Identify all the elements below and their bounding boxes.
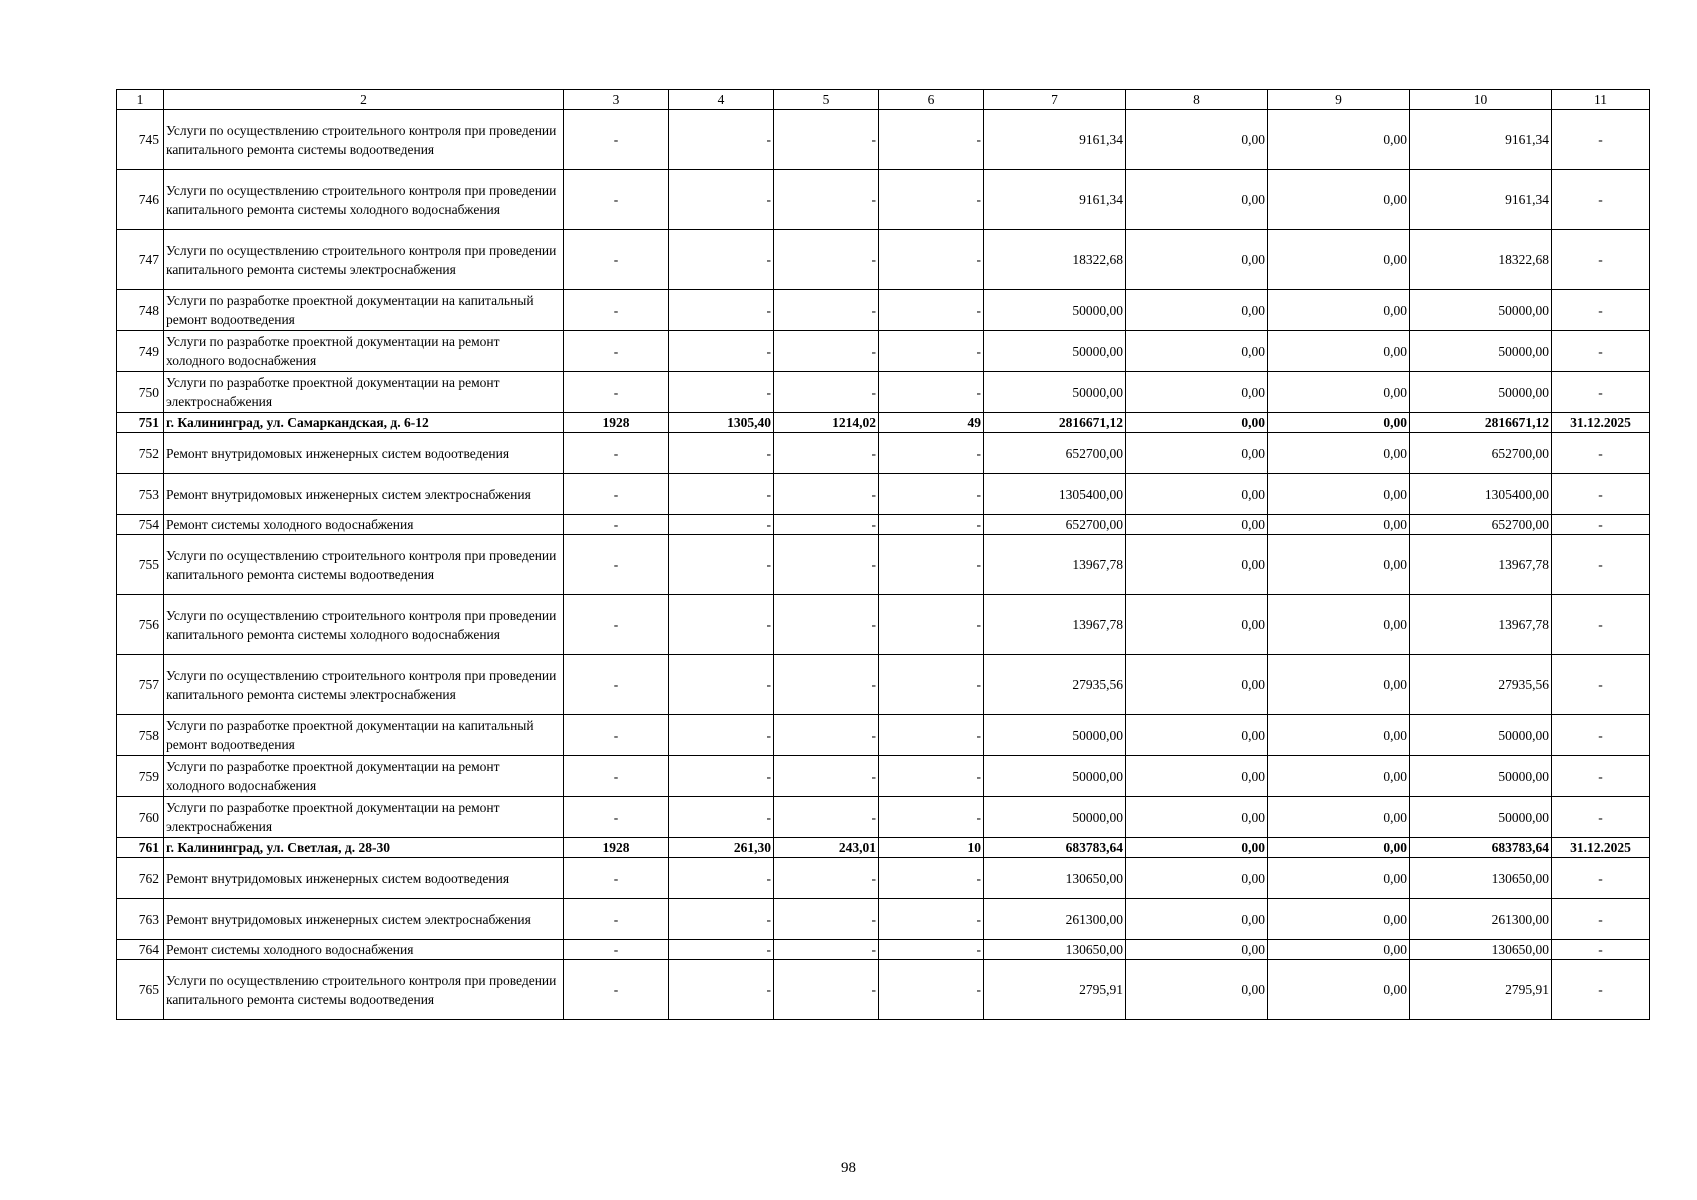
cell-col4: -	[669, 474, 774, 515]
cell-col9: 0,00	[1268, 838, 1410, 858]
cell-col5: -	[774, 474, 879, 515]
cell-col11: 31.12.2025	[1552, 838, 1650, 858]
cell-col6: -	[879, 899, 984, 940]
column-number-header	[117, 90, 1650, 110]
cell-col6: -	[879, 756, 984, 797]
work-description: Услуги по разработке проектной документации на ремонт электроснабжения	[164, 797, 564, 838]
cell-col6: -	[879, 515, 984, 535]
table-row	[117, 110, 1650, 170]
cell-col10: 261300,00	[1410, 899, 1552, 940]
cell-col10: 130650,00	[1410, 940, 1552, 960]
cell-col10: 13967,78	[1410, 535, 1552, 595]
cell-col9: 0,00	[1268, 110, 1410, 170]
work-description: Ремонт внутридомовых инженерных систем электроснабжения	[164, 899, 564, 940]
cell-col10: 50000,00	[1410, 290, 1552, 331]
cell-col6: -	[879, 433, 984, 474]
table-row	[117, 595, 1650, 655]
cell-col3: -	[564, 110, 669, 170]
cell-col10: 18322,68	[1410, 230, 1552, 290]
cell-col10: 50000,00	[1410, 797, 1552, 838]
work-description: г. Калининград, ул. Самаркандская, д. 6-12	[164, 413, 564, 433]
cell-col10: 652700,00	[1410, 515, 1552, 535]
row-number: 754	[117, 515, 164, 535]
cell-col11: -	[1552, 474, 1650, 515]
cell-col4: -	[669, 960, 774, 1020]
cell-col4: -	[669, 535, 774, 595]
table-row	[117, 290, 1650, 331]
table-row	[117, 170, 1650, 230]
cell-col9: 0,00	[1268, 655, 1410, 715]
row-number: 759	[117, 756, 164, 797]
cell-col8: 0,00	[1126, 230, 1268, 290]
cell-col10: 2816671,12	[1410, 413, 1552, 433]
cell-col6: -	[879, 655, 984, 715]
cell-col8: 0,00	[1126, 515, 1268, 535]
cell-col5: -	[774, 372, 879, 413]
cell-col5: -	[774, 756, 879, 797]
header-cell: 3	[564, 90, 669, 110]
cell-col3: 1928	[564, 413, 669, 433]
cell-col9: 0,00	[1268, 715, 1410, 756]
cell-col8: 0,00	[1126, 170, 1268, 230]
cell-col11: -	[1552, 230, 1650, 290]
cell-col4: -	[669, 858, 774, 899]
cell-col7: 9161,34	[984, 170, 1126, 230]
cell-col11: -	[1552, 515, 1650, 535]
cell-col4: -	[669, 170, 774, 230]
cell-col7: 50000,00	[984, 290, 1126, 331]
table-row	[117, 655, 1650, 715]
cell-col7: 652700,00	[984, 433, 1126, 474]
cell-col4: -	[669, 515, 774, 535]
cell-col9: 0,00	[1268, 756, 1410, 797]
cell-col3: -	[564, 535, 669, 595]
header-cell: 5	[774, 90, 879, 110]
header-cell: 10	[1410, 90, 1552, 110]
cell-col9: 0,00	[1268, 331, 1410, 372]
row-number: 747	[117, 230, 164, 290]
row-number: 761	[117, 838, 164, 858]
cell-col7: 130650,00	[984, 858, 1126, 899]
cell-col9: 0,00	[1268, 474, 1410, 515]
table-row	[117, 433, 1650, 474]
header-cell: 4	[669, 90, 774, 110]
row-number: 753	[117, 474, 164, 515]
cell-col8: 0,00	[1126, 433, 1268, 474]
cell-col8: 0,00	[1126, 474, 1268, 515]
header-cell: 7	[984, 90, 1126, 110]
row-number: 751	[117, 413, 164, 433]
row-number: 760	[117, 797, 164, 838]
cell-col3: -	[564, 756, 669, 797]
cell-col5: -	[774, 858, 879, 899]
cell-col3: -	[564, 515, 669, 535]
row-number: 748	[117, 290, 164, 331]
cell-col5: -	[774, 331, 879, 372]
cell-col5: -	[774, 535, 879, 595]
cell-col5: 243,01	[774, 838, 879, 858]
cell-col5: -	[774, 170, 879, 230]
work-description: Услуги по осуществлению строительного контроля при проведении капитального ремонта системы водоотведения	[164, 960, 564, 1020]
cell-col8: 0,00	[1126, 535, 1268, 595]
table-row	[117, 515, 1650, 535]
cell-col6: -	[879, 797, 984, 838]
cell-col6: -	[879, 715, 984, 756]
cell-col10: 50000,00	[1410, 372, 1552, 413]
cell-col7: 9161,34	[984, 110, 1126, 170]
cell-col6: 10	[879, 838, 984, 858]
table-row	[117, 535, 1650, 595]
table-row	[117, 474, 1650, 515]
cell-col6: -	[879, 290, 984, 331]
cell-col11: -	[1552, 331, 1650, 372]
cell-col7: 27935,56	[984, 655, 1126, 715]
cell-col7: 50000,00	[984, 372, 1126, 413]
cell-col7: 18322,68	[984, 230, 1126, 290]
cell-col8: 0,00	[1126, 715, 1268, 756]
cell-col10: 683783,64	[1410, 838, 1552, 858]
cell-col8: 0,00	[1126, 756, 1268, 797]
cell-col9: 0,00	[1268, 515, 1410, 535]
table-row	[117, 899, 1650, 940]
cell-col8: 0,00	[1126, 331, 1268, 372]
cell-col4: -	[669, 110, 774, 170]
cell-col5: -	[774, 433, 879, 474]
table-row	[117, 797, 1650, 838]
cell-col4: -	[669, 715, 774, 756]
cell-col6: -	[879, 858, 984, 899]
cell-col10: 9161,34	[1410, 170, 1552, 230]
cell-col6: -	[879, 940, 984, 960]
table-row	[117, 331, 1650, 372]
cell-col5: -	[774, 899, 879, 940]
row-number: 762	[117, 858, 164, 899]
cell-col5: -	[774, 940, 879, 960]
cell-col4: -	[669, 940, 774, 960]
table-row	[117, 858, 1650, 899]
work-description: Ремонт внутридомовых инженерных систем электроснабжения	[164, 474, 564, 515]
work-description: Услуги по осуществлению строительного контроля при проведении капитального ремонта системы холодного водоснабжения	[164, 595, 564, 655]
cell-col10: 27935,56	[1410, 655, 1552, 715]
cell-col9: 0,00	[1268, 413, 1410, 433]
cell-col6: -	[879, 535, 984, 595]
row-number: 750	[117, 372, 164, 413]
cell-col3: -	[564, 715, 669, 756]
work-description: Услуги по разработке проектной документации на капитальный ремонт водоотведения	[164, 715, 564, 756]
header-cell: 11	[1552, 90, 1650, 110]
cell-col6: -	[879, 960, 984, 1020]
cell-col11: -	[1552, 940, 1650, 960]
row-number: 763	[117, 899, 164, 940]
address-row	[117, 838, 1650, 858]
cell-col7: 50000,00	[984, 331, 1126, 372]
cell-col4: 1305,40	[669, 413, 774, 433]
cell-col3: -	[564, 940, 669, 960]
work-description: Ремонт внутридомовых инженерных систем водоотведения	[164, 433, 564, 474]
cell-col10: 50000,00	[1410, 331, 1552, 372]
cell-col10: 1305400,00	[1410, 474, 1552, 515]
cell-col8: 0,00	[1126, 940, 1268, 960]
cell-col9: 0,00	[1268, 595, 1410, 655]
cell-col11: -	[1552, 110, 1650, 170]
table-row	[117, 756, 1650, 797]
cell-col8: 0,00	[1126, 655, 1268, 715]
cell-col6: -	[879, 170, 984, 230]
cell-col3: -	[564, 230, 669, 290]
cell-col10: 9161,34	[1410, 110, 1552, 170]
table-row	[117, 715, 1650, 756]
cell-col3: -	[564, 290, 669, 331]
cell-col7: 50000,00	[984, 797, 1126, 838]
header-cell: 9	[1268, 90, 1410, 110]
cell-col11: -	[1552, 595, 1650, 655]
cell-col11: -	[1552, 433, 1650, 474]
work-description: Услуги по осуществлению строительного контроля при проведении капитального ремонта системы электроснабжения	[164, 655, 564, 715]
cell-col5: -	[774, 715, 879, 756]
cell-col6: -	[879, 595, 984, 655]
cell-col9: 0,00	[1268, 960, 1410, 1020]
cell-col8: 0,00	[1126, 413, 1268, 433]
cell-col4: -	[669, 756, 774, 797]
cell-col3: -	[564, 372, 669, 413]
cell-col6: -	[879, 110, 984, 170]
cell-col3: -	[564, 960, 669, 1020]
cell-col9: 0,00	[1268, 797, 1410, 838]
row-number: 758	[117, 715, 164, 756]
cell-col9: 0,00	[1268, 858, 1410, 899]
header-cell: 2	[164, 90, 564, 110]
row-number: 746	[117, 170, 164, 230]
cell-col9: 0,00	[1268, 290, 1410, 331]
cell-col7: 2795,91	[984, 960, 1126, 1020]
cell-col6: -	[879, 331, 984, 372]
cell-col4: -	[669, 595, 774, 655]
cell-col8: 0,00	[1126, 838, 1268, 858]
page-number: 98	[841, 1160, 856, 1176]
cell-col3: -	[564, 595, 669, 655]
cell-col7: 1305400,00	[984, 474, 1126, 515]
work-description: Услуги по разработке проектной документации на ремонт холодного водоснабжения	[164, 331, 564, 372]
cell-col7: 2816671,12	[984, 413, 1126, 433]
cell-col11: -	[1552, 960, 1650, 1020]
cell-col8: 0,00	[1126, 595, 1268, 655]
cell-col7: 683783,64	[984, 838, 1126, 858]
work-description: Ремонт внутридомовых инженерных систем водоотведения	[164, 858, 564, 899]
cell-col10: 2795,91	[1410, 960, 1552, 1020]
cell-col5: 1214,02	[774, 413, 879, 433]
cell-col5: -	[774, 655, 879, 715]
cell-col11: -	[1552, 797, 1650, 838]
cell-col9: 0,00	[1268, 940, 1410, 960]
work-description: Услуги по осуществлению строительного контроля при проведении капитального ремонта системы электроснабжения	[164, 230, 564, 290]
cell-col3: -	[564, 797, 669, 838]
cell-col3: -	[564, 858, 669, 899]
cell-col7: 652700,00	[984, 515, 1126, 535]
cell-col10: 50000,00	[1410, 756, 1552, 797]
cell-col8: 0,00	[1126, 960, 1268, 1020]
cell-col4: -	[669, 797, 774, 838]
cell-col6: -	[879, 372, 984, 413]
cell-col4: -	[669, 331, 774, 372]
table-body	[117, 90, 1650, 1020]
cell-col5: -	[774, 797, 879, 838]
row-number: 756	[117, 595, 164, 655]
cell-col4: -	[669, 230, 774, 290]
row-number: 745	[117, 110, 164, 170]
work-description: Услуги по осуществлению строительного контроля при проведении капитального ремонта системы холодного водоснабжения	[164, 170, 564, 230]
cell-col5: -	[774, 515, 879, 535]
work-description: Услуги по разработке проектной документации на ремонт холодного водоснабжения	[164, 756, 564, 797]
cell-col10: 130650,00	[1410, 858, 1552, 899]
cell-col11: -	[1552, 535, 1650, 595]
cell-col11: -	[1552, 290, 1650, 331]
cell-col7: 50000,00	[984, 715, 1126, 756]
cell-col7: 13967,78	[984, 535, 1126, 595]
cell-col3: -	[564, 899, 669, 940]
cell-col6: -	[879, 474, 984, 515]
row-number: 755	[117, 535, 164, 595]
cell-col9: 0,00	[1268, 433, 1410, 474]
cell-col3: -	[564, 655, 669, 715]
works-table	[116, 89, 1650, 1020]
cell-col7: 13967,78	[984, 595, 1126, 655]
row-number: 764	[117, 940, 164, 960]
cell-col8: 0,00	[1126, 858, 1268, 899]
cell-col7: 261300,00	[984, 899, 1126, 940]
cell-col11: 31.12.2025	[1552, 413, 1650, 433]
cell-col4: -	[669, 372, 774, 413]
cell-col8: 0,00	[1126, 899, 1268, 940]
cell-col11: -	[1552, 858, 1650, 899]
cell-col9: 0,00	[1268, 230, 1410, 290]
cell-col3: -	[564, 474, 669, 515]
cell-col5: -	[774, 960, 879, 1020]
cell-col11: -	[1552, 899, 1650, 940]
cell-col6: 49	[879, 413, 984, 433]
cell-col4: -	[669, 433, 774, 474]
row-number: 752	[117, 433, 164, 474]
header-cell: 6	[879, 90, 984, 110]
table-row	[117, 372, 1650, 413]
cell-col11: -	[1552, 170, 1650, 230]
cell-col10: 50000,00	[1410, 715, 1552, 756]
cell-col8: 0,00	[1126, 110, 1268, 170]
cell-col5: -	[774, 290, 879, 331]
cell-col4: -	[669, 655, 774, 715]
cell-col3: -	[564, 170, 669, 230]
row-number: 765	[117, 960, 164, 1020]
cell-col11: -	[1552, 655, 1650, 715]
header-cell: 1	[117, 90, 164, 110]
table-row	[117, 940, 1650, 960]
cell-col10: 13967,78	[1410, 595, 1552, 655]
cell-col6: -	[879, 230, 984, 290]
cell-col5: -	[774, 230, 879, 290]
work-description: Услуги по разработке проектной документации на ремонт электроснабжения	[164, 372, 564, 413]
cell-col11: -	[1552, 372, 1650, 413]
table-row	[117, 230, 1650, 290]
cell-col9: 0,00	[1268, 535, 1410, 595]
cell-col10: 652700,00	[1410, 433, 1552, 474]
cell-col3: -	[564, 433, 669, 474]
table-row	[117, 960, 1650, 1020]
cell-col8: 0,00	[1126, 372, 1268, 413]
work-description: Ремонт системы холодного водоснабжения	[164, 515, 564, 535]
work-description: Ремонт системы холодного водоснабжения	[164, 940, 564, 960]
cell-col9: 0,00	[1268, 170, 1410, 230]
cell-col8: 0,00	[1126, 290, 1268, 331]
row-number: 749	[117, 331, 164, 372]
cell-col5: -	[774, 110, 879, 170]
cell-col8: 0,00	[1126, 797, 1268, 838]
cell-col9: 0,00	[1268, 372, 1410, 413]
cell-col4: -	[669, 290, 774, 331]
work-description: Услуги по разработке проектной документации на капитальный ремонт водоотведения	[164, 290, 564, 331]
address-row	[117, 413, 1650, 433]
cell-col9: 0,00	[1268, 899, 1410, 940]
cell-col5: -	[774, 595, 879, 655]
work-description: г. Калининград, ул. Светлая, д. 28-30	[164, 838, 564, 858]
cell-col4: 261,30	[669, 838, 774, 858]
cell-col11: -	[1552, 715, 1650, 756]
row-number: 757	[117, 655, 164, 715]
work-description: Услуги по осуществлению строительного контроля при проведении капитального ремонта системы водоотведения	[164, 535, 564, 595]
work-description: Услуги по осуществлению строительного контроля при проведении капитального ремонта системы водоотведения	[164, 110, 564, 170]
cell-col11: -	[1552, 756, 1650, 797]
cell-col3: -	[564, 331, 669, 372]
cell-col7: 50000,00	[984, 756, 1126, 797]
cell-col4: -	[669, 899, 774, 940]
cell-col3: 1928	[564, 838, 669, 858]
header-cell: 8	[1126, 90, 1268, 110]
cell-col7: 130650,00	[984, 940, 1126, 960]
